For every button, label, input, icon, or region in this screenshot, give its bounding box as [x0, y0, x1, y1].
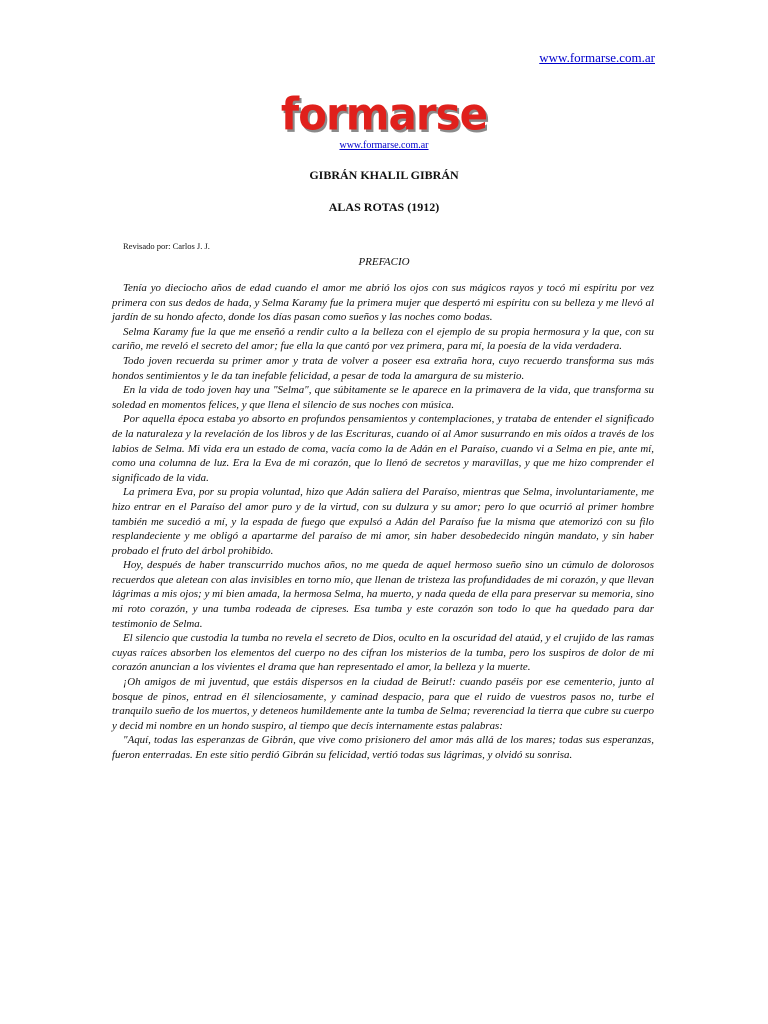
paragraph: Selma Karamy fue la que me enseñó a rendir culto a la belleza con el ejemplo de su propia hermosura y la que, con su cariño, me reveló el secreto del amor; fue ella la que cantó por vez primera, para mí, la poesía de la vida verdadera.: [112, 325, 654, 353]
paragraph: En la vida de todo joven hay una "Selma", que súbitamente se le aparece en la primavera de la vida, que transforma su soledad en momentos felices, y que llena el silencio de sus noches con música.: [112, 384, 654, 411]
paragraph: Por aquella época estaba yo absorto en profundos pensamientos y contemplaciones, y trataba de entender el significado de la naturaleza y la revelación de los libros y de las Escrituras, cuando oí al Amor susurrando en mis oídos a través de los labios de Selma. Mi vida era un estado de coma, vacía como la de Adán en el Paraíso, cuando vi a Selma en pie, ante mí, como una columna de luz. Era la Eva de mi corazón, que lo llenó de secretos y maravillas, y que me hizo comprender el significado de la vida.: [112, 413, 654, 484]
formarse-logo: formarse: [280, 88, 488, 141]
paragraph: El silencio que custodia la tumba no revela el secreto de Dios, oculto en la oscuridad del ataúd, y el crujido de las ramas cuyas raíces absorben los elementos del cuerpo no des cifran los misterios de la tumba, pero los suspiros de dolor de mi corazón anuncian a los vivientes el drama que han representado el amor, la belleza y la muerte.: [112, 632, 654, 674]
document-body: [112, 281, 654, 763]
paragraph: Todo joven recuerda su primer amor y trata de volver a poseer esa extraña hora, cuyo recuerdo transforma sus más hondos sentimientos y le da tan inefable felicidad, a pesar de toda la amargura de su misterio.: [112, 354, 654, 382]
section-title: PREFACIO: [358, 256, 410, 268]
book-author: GIBRÁN KHALIL GIBRÁN: [309, 168, 459, 182]
paragraph: ¡Oh amigos de mi juventud, que estáis dispersos en la ciudad de Beirut!: cuando paséis por ese cementerio, junto al bosque de pinos, entrad en él silenciosamente, y caminad despacio, para que el ruido de vuestros pasos no, turbe el tranquilo sueño de los muertos, y deteneos humildemente ante la tumba de Selma; reverenciad la tierra que cubre su cuerpo y decid mi nombre en un hondo suspiro, al tiempo que decís internamente estas palabras:: [112, 676, 654, 732]
logo-site-link[interactable]: www.formarse.com.ar: [339, 140, 429, 151]
book-title: ALAS ROTAS (1912): [328, 200, 440, 214]
paragraph: "Aquí, todas las esperanzas de Gibrán, que vive como prisionero del amor más allá de los mares; todas sus esperanzas, fueron enterradas. En este sitio perdió Gibrán su felicidad, vertió todas sus lágrimas, y olvidó su sonrisa.: [112, 734, 654, 761]
site-link[interactable]: www.formarse.com.ar: [539, 50, 655, 65]
paragraph: Tenía yo dieciocho años de edad cuando el amor me abrió los ojos con sus mágicos rayos y tocó mi espíritu por vez primera con sus dedos de hada, y Selma Karamy fue la primera mujer que despertó mi espíritu con su belleza y me llevó al jardín de su hondo afecto, donde los días pasan como sueños y las noches como bodas.: [112, 282, 654, 324]
paragraph: Hoy, después de haber transcurrido muchos años, no me queda de aquel hermoso sueño sino un cúmulo de dolorosos recuerdos que aletean con alas invisibles en torno mío, que llenan de tristeza las profundidades de mi corazón, y que llevan lágrimas a mis ojos; y mi bien amada, la hermosa Selma, ha muerto, y nada queda de ella para preservar su memoria, sino mi roto corazón, y una tumba rodeada de cipreses. Esa tumba y este corazón son todo lo que ha quedado para dar testimonio de Selma.: [112, 559, 654, 630]
paragraph: La primera Eva, por su propia voluntad, hizo que Adán saliera del Paraíso, mientras que Selma, involuntariamente, me hizo entrar en el Paraíso del amor puro y de la virtud, con su dulzura y su amor; pero lo que ocurrió al primer hombre también me sucedió a mí, y la espada de fuego que expulsó a Adán del Paraíso fue la misma que atemorizó con su filo resplandeciente y me obligó a apartarme del paraíso de mi amor, sin haber desobedecido ningún mandato, y sin haber probado el fruto del árbol prohibido.: [112, 486, 654, 557]
reviewer-credit: Revisado por: Carlos J. J.: [123, 241, 210, 251]
